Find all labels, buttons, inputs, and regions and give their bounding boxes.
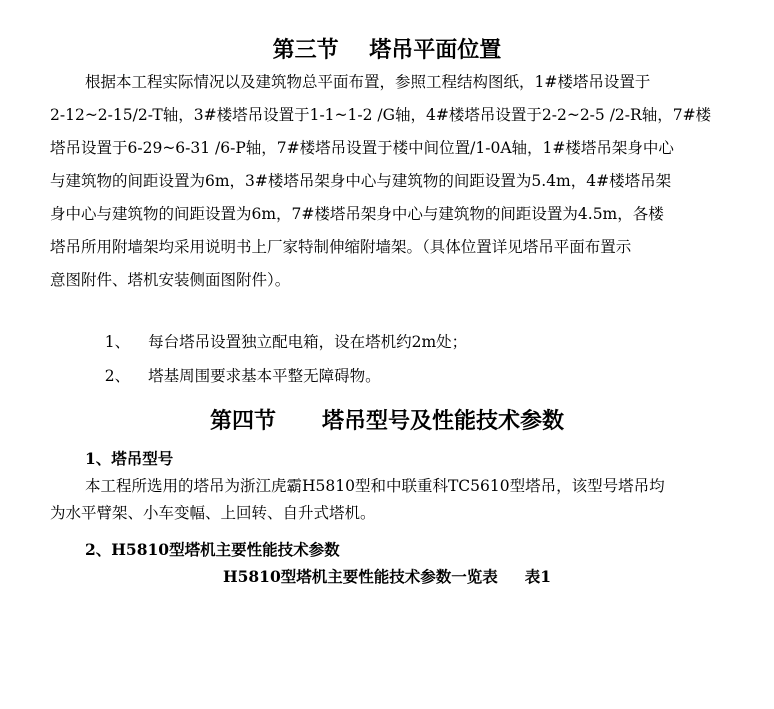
subsection-heading-h5810-params: 2、H5810型塔机主要性能技术参数 [85, 540, 340, 559]
list-item-text: 每台塔吊设置独立配电箱，设在塔机约2m处； [148, 333, 468, 351]
table-caption: H5810型塔机主要性能技术参数一览表 表1 [222, 567, 552, 586]
list-item-text: 塔基周围要求基本平整无障碍物。 [148, 367, 381, 385]
section3-paragraph-line-5: 身中心与建筑物的间距设置为6m，7#楼塔吊架身中心与建筑物的间距设置为4.5m，各楼 [50, 205, 664, 223]
section3-paragraph-line-2: 2-12~2-15/2-T轴，3#楼塔吊设置于1-1~1-2 /G轴，4#楼塔吊设置于2-2~2-5 /2-R轴，7#楼 [50, 106, 712, 124]
section3-paragraph-line-6: 塔吊所用附墙架均采用说明书上厂家特制伸缩附墙架。（具体位置详见塔吊平面布置示 [50, 238, 632, 256]
section3-paragraph-line-7: 意图附件、塔机安装侧面图附件）。 [50, 271, 291, 289]
section4-paragraph-line-2: 为水平臂架、小车变幅、上回转、自升式塔机。 [50, 504, 376, 522]
section4-paragraph-line-1: 本工程所选用的塔吊为浙江虎霸H5810型和中联重科TC5610型塔吊，该型号塔吊均 [85, 477, 665, 495]
section3-title: 第三节 塔吊平面位置 [272, 37, 502, 63]
list-item-number: 1、 [104, 333, 131, 351]
subsection-heading-tower-crane-model: 1、塔吊型号 [85, 449, 174, 468]
section3-paragraph-line-1: 根据本工程实际情况以及建筑物总平面布置，参照工程结构图纸，1#楼塔吊设置于 [85, 73, 651, 91]
section4-title: 第四节 塔吊型号及性能技术参数 [210, 408, 564, 434]
list-item-number: 2、 [104, 367, 131, 385]
section3-paragraph-line-4: 与建筑物的间距设置为6m，3#楼塔吊架身中心与建筑物的间距设置为5.4m，4#楼塔吊架 [50, 172, 672, 190]
section3-paragraph-line-3: 塔吊设置于6-29~6-31 /6-P轴，7#楼塔吊设置于楼中间位置/1-0A轴，1#楼塔吊架身中心 [50, 139, 674, 157]
list-item [85, 346, 381, 406]
